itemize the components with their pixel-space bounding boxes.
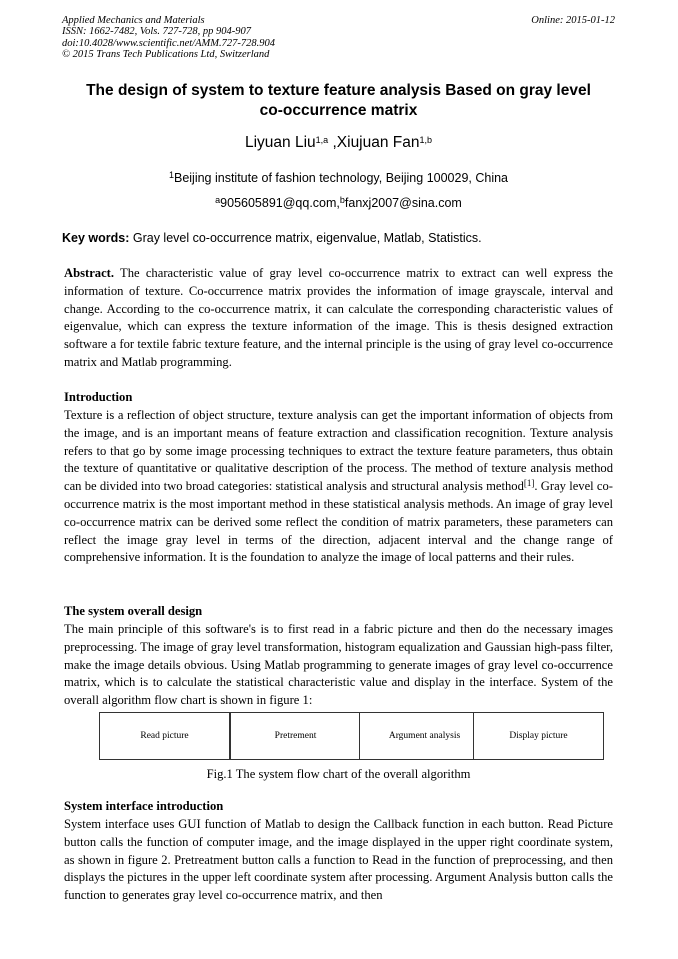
copyright-line: © 2015 Trans Tech Publications Ltd, Switzerland	[62, 48, 270, 60]
email-a: 905605891@qq.com,	[220, 196, 340, 210]
introduction-paragraph	[64, 407, 613, 567]
introduction-heading: Introduction	[64, 390, 133, 404]
abstract-label: Abstract.	[64, 266, 115, 280]
flow-box-display-picture: Display picture	[473, 712, 604, 760]
email-b: fanxj2007@sina.com	[344, 196, 462, 210]
overall-design-paragraph: The main principle of this software's is to first read in a fabric picture and then do the necessary images preprocessing. The image of gray level transformation, histogram equalization and Gaussian high-pass filter, make the image details obvious. Using Matlab programming to generate images of gray level co-occurrence matrix, which is to calculate the statistical characteristic value and display in the interface. System of the overall algorithm flow chart is shown in figure 1:	[64, 622, 613, 708]
citation-ref: [1]	[523, 478, 535, 489]
overall-design-heading: The system overall design	[64, 604, 203, 618]
email-line	[62, 195, 615, 211]
flow-chart	[62, 706, 615, 766]
author-2-sup: 1,b	[419, 135, 433, 145]
email-a-sup: a	[215, 195, 221, 205]
abstract-text: The characteristic value of gray level co-occurrence matrix to extract can well express the information of texture. Co-occurrence matrix provides the information of image grayscale, interval and change. According to the co-occurrence matrix, it can calculate the corresponding characteristic values of eigenvalue, which can express the texture information of the image. This is thesis designed extraction software a for textile fabric texture feature, and the internal principle is the using of gray level co-occurrence matrix and Matlab programming.	[64, 266, 613, 369]
interface-intro-paragraph: System interface uses GUI function of Matlab to design the Callback function in each button. Read Picture button calls the function of computer image, and the image displayed in the upper right coordinate system, as shown in figure 2. Pretreatment button calls a function to Read in the function of preprocessing, and then displays the pictures in the upper left coordinate system after processing. Argument Analysis button calls the function to generates gray level co-occurrence matrix, and then	[64, 817, 613, 903]
journal-name: Applied Mechanics and Materials	[62, 15, 205, 26]
journal-header	[62, 15, 422, 60]
online-date: Online: 2015-01-12	[531, 15, 615, 26]
author-line	[62, 133, 615, 153]
keywords-label: Key words:	[62, 231, 130, 245]
introduction-text-2: . Gray level co-occurrence matrix is the most important method in these statistical analysis methods. An image of gray level co-occurrence matrix can be derived some reflect the condition of matrix parameters, these parameters can reflect the image gray level in terms of the direction, adjacent interval and the change range of comprehensive information. It is the foundation to analyze the image of local patterns and their rules.	[64, 479, 613, 565]
title-line-1: The design of system to texture feature analysis Based on gray level	[86, 82, 591, 99]
abstract-paragraph	[64, 265, 613, 372]
author-2-name: Xiujuan Fan	[336, 134, 420, 151]
flow-box-read-picture: Read picture	[99, 712, 230, 760]
issn-line: ISSN: 1662-7482, Vols. 727-728, pp 904-907	[62, 26, 251, 38]
doi-line: doi:10.4028/www.scientific.net/AMM.727-728.904	[62, 37, 275, 49]
introduction-text-1: Texture is a reflection of object structure, texture analysis can get the important information of objects from the image, and is an important means of feature extraction and classification recognition. Texture analysis refers to that go by some image processing techniques to extract the texture feature parameters, thus obtain the texture of quantitative or qualitative description of the process. The method of texture analysis method can be divided into two broad categories: statistical analysis and structural analysis method	[64, 408, 613, 494]
email-b-sup: b	[339, 195, 345, 205]
author-separator: ,	[328, 134, 337, 151]
flow-box-pretrement: Pretrement	[230, 712, 361, 760]
keywords-text: Gray level co-occurrence matrix, eigenvalue, Matlab, Statistics.	[129, 231, 482, 245]
flow-box-argument-analysis: Argument analysis	[359, 712, 490, 760]
keywords	[62, 230, 615, 246]
figure-1-caption: Fig.1 The system flow chart of the overall algorithm	[206, 767, 471, 781]
author-1-name: Liyuan Liu	[244, 134, 316, 151]
affiliation-text: Beijing institute of fashion technology, Beijing 100029, China	[173, 171, 509, 185]
affiliation-sup: 1	[168, 170, 174, 180]
interface-intro-heading: System interface introduction	[64, 799, 224, 813]
paper-title	[62, 81, 615, 121]
author-1-sup: 1,a	[315, 135, 329, 145]
affiliation	[62, 170, 615, 186]
title-line-2: co-occurrence matrix	[259, 102, 418, 119]
